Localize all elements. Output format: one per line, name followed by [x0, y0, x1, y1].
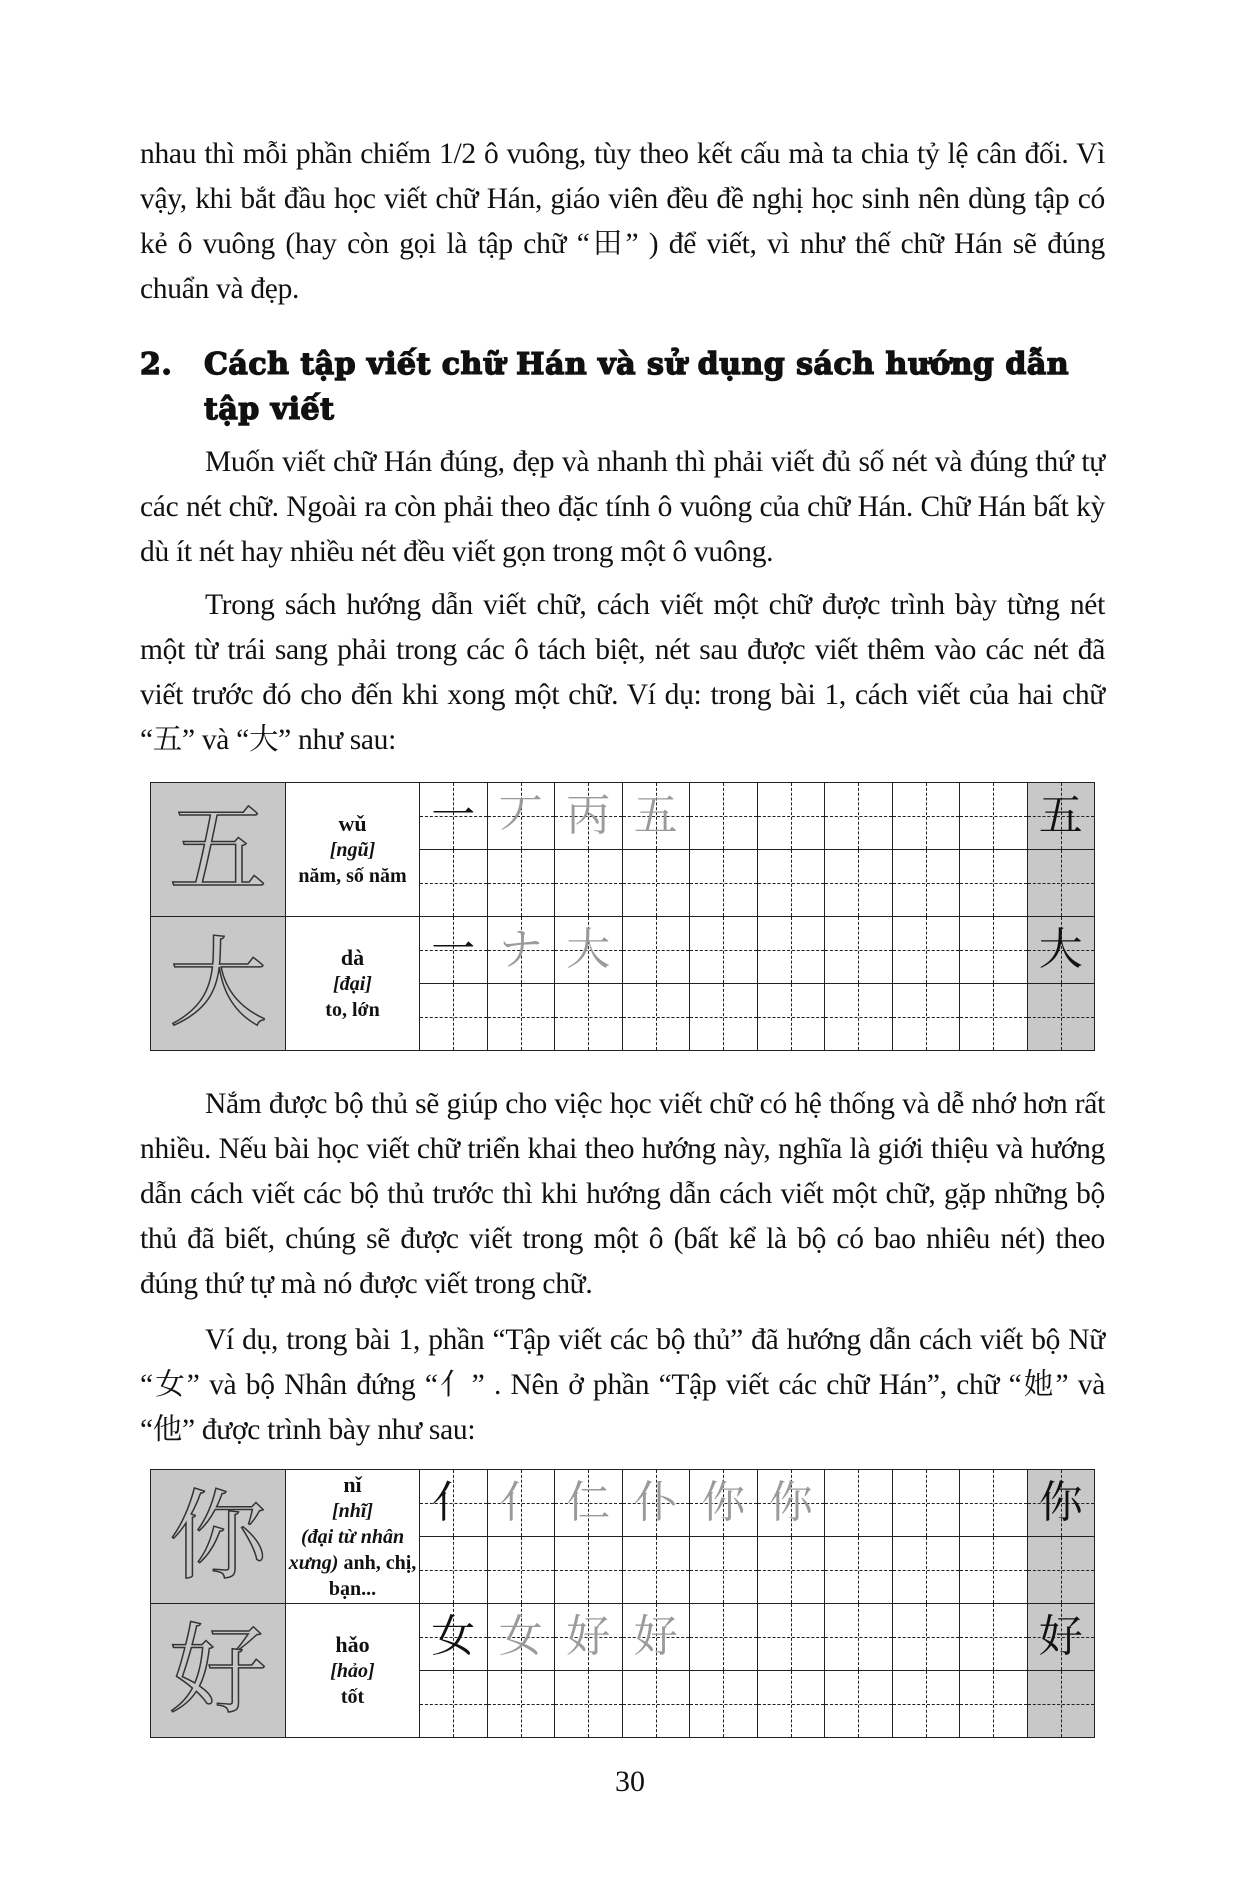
- practice-cell[interactable]: [555, 917, 623, 984]
- practice-cell[interactable]: [487, 850, 555, 917]
- stroke-step: 五: [633, 790, 678, 841]
- stroke-step: 亻: [431, 1477, 476, 1528]
- pinyin: hǎo: [335, 1631, 370, 1657]
- stroke-step: 亻: [498, 1477, 543, 1528]
- practice-cell[interactable]: [420, 984, 488, 1051]
- practice-cell[interactable]: [757, 1470, 825, 1537]
- practice-cell[interactable]: [825, 850, 893, 917]
- practice-cell[interactable]: [757, 984, 825, 1051]
- stroke-step: 你: [768, 1477, 813, 1528]
- practice-cell[interactable]: [622, 984, 690, 1051]
- practice-cell[interactable]: [1027, 917, 1095, 984]
- stroke-step: 仆: [633, 1477, 678, 1528]
- han-viet-reading: [ngũ]: [329, 838, 376, 861]
- practice-cell[interactable]: [825, 1604, 893, 1671]
- practice-cell[interactable]: [892, 1671, 960, 1738]
- practice-cell[interactable]: [1027, 850, 1095, 917]
- practice-cell[interactable]: [1027, 984, 1095, 1051]
- practice-cell[interactable]: [825, 984, 893, 1051]
- practice-cell[interactable]: [555, 1604, 623, 1671]
- practice-cell[interactable]: [960, 1537, 1028, 1604]
- practice-cell[interactable]: [1027, 783, 1095, 850]
- practice-cell[interactable]: [555, 1470, 623, 1537]
- outline-glyph: 大: [168, 926, 267, 1041]
- stroke-step: 一: [431, 924, 476, 975]
- outline-glyph: 你: [168, 1479, 267, 1594]
- paragraph-stroke-rules: Muốn viết chữ Hán đúng, đẹp và nhanh thì phải viết đủ số nét và đúng thứ tự các nét chữ. Ngoài ra còn phải theo đặc tính ô vuông của chữ Hán. Chữ Hán bất kỳ dù ít nét hay nhiều nét đều viết gọn trong một ô vuông.: [140, 446, 1105, 568]
- stroke-step: 女: [431, 1611, 476, 1662]
- stroke-step: 丆: [498, 790, 543, 841]
- practice-cell[interactable]: [420, 1537, 488, 1604]
- practice-cell[interactable]: [487, 1604, 555, 1671]
- final-character: 大: [1038, 924, 1083, 975]
- practice-cell[interactable]: [690, 1604, 758, 1671]
- stroke-step: 女: [498, 1611, 543, 1662]
- practice-cell[interactable]: [825, 1671, 893, 1738]
- practice-cell[interactable]: [892, 1604, 960, 1671]
- practice-cell[interactable]: [960, 1604, 1028, 1671]
- meaning: tốt: [340, 1685, 365, 1708]
- outline-glyph: 好: [168, 1613, 267, 1728]
- stroke-step: 好: [566, 1611, 611, 1662]
- practice-cell[interactable]: [825, 917, 893, 984]
- practice-cell[interactable]: [690, 1470, 758, 1537]
- practice-cell[interactable]: [420, 917, 488, 984]
- han-viet-reading: [hảo]: [330, 1659, 375, 1682]
- character-info: [286, 1470, 420, 1604]
- practice-cell[interactable]: [690, 850, 758, 917]
- outline-character: [151, 1604, 286, 1738]
- practice-cell[interactable]: [622, 917, 690, 984]
- practice-cell[interactable]: [825, 1470, 893, 1537]
- pinyin: wǔ: [338, 810, 367, 836]
- practice-cell[interactable]: [622, 1537, 690, 1604]
- section-heading: [140, 342, 1105, 432]
- practice-cell[interactable]: [1027, 1604, 1095, 1671]
- final-character: 好: [1038, 1611, 1083, 1662]
- practice-row: [151, 1604, 1095, 1671]
- practice-cell[interactable]: [555, 1537, 623, 1604]
- practice-cell[interactable]: [690, 1537, 758, 1604]
- character-info: [286, 917, 420, 1051]
- meaning-note: (đại từ nhân xưng): [288, 1525, 405, 1574]
- practice-cell[interactable]: [960, 783, 1028, 850]
- practice-cell[interactable]: [960, 1671, 1028, 1738]
- practice-cell[interactable]: [825, 1537, 893, 1604]
- practice-row: [151, 917, 1095, 984]
- practice-cell[interactable]: [555, 984, 623, 1051]
- meaning: năm, số năm: [298, 864, 407, 887]
- practice-cell[interactable]: [892, 1470, 960, 1537]
- practice-cell[interactable]: [757, 783, 825, 850]
- practice-cell[interactable]: [622, 1604, 690, 1671]
- practice-cell[interactable]: [1027, 1537, 1095, 1604]
- practice-cell[interactable]: [960, 850, 1028, 917]
- practice-cell[interactable]: [487, 1537, 555, 1604]
- paragraph-radicals: Nắm được bộ thủ sẽ giúp cho việc học viết chữ có hệ thống và dễ nhớ hơn rất nhiều. Nếu bài học viết chữ triển khai theo hướng này, nghĩa là giới thiệu và hướng dẫn cách viết các bộ thủ trước thì khi hướng dẫn cách viết một chữ, gặp những bộ thủ đã biết, chúng sẽ được viết trong một ô (bất kể là bộ có bao nhiêu nét) theo đúng thứ tự mà nó được viết trong chữ.: [140, 1088, 1105, 1300]
- practice-cell[interactable]: [622, 783, 690, 850]
- pinyin: nǐ: [343, 1471, 362, 1497]
- character-info: [286, 783, 420, 917]
- stroke-step: 好: [633, 1611, 678, 1662]
- practice-cell[interactable]: [622, 850, 690, 917]
- stroke-step: 丙: [566, 790, 611, 841]
- pinyin: dà: [340, 944, 365, 970]
- practice-cell[interactable]: [487, 1671, 555, 1738]
- stroke-step: 你: [701, 1477, 746, 1528]
- practice-cell[interactable]: [757, 1537, 825, 1604]
- stroke-step: 大: [566, 924, 611, 975]
- practice-cell[interactable]: [555, 1671, 623, 1738]
- section-title-line2: tập viết: [204, 392, 335, 427]
- practice-cell[interactable]: [960, 984, 1028, 1051]
- practice-cell[interactable]: [892, 783, 960, 850]
- practice-cell[interactable]: [420, 1470, 488, 1537]
- outline-character: [151, 917, 286, 1051]
- practice-cell[interactable]: [892, 850, 960, 917]
- outline-character: [151, 1470, 286, 1604]
- practice-cell[interactable]: [487, 917, 555, 984]
- practice-cell[interactable]: [757, 1604, 825, 1671]
- practice-cell[interactable]: [1027, 1671, 1095, 1738]
- practice-cell[interactable]: [892, 984, 960, 1051]
- practice-cell[interactable]: [825, 783, 893, 850]
- final-character: 五: [1038, 790, 1083, 841]
- page-number: 30: [615, 1765, 645, 1798]
- section-number: 2.: [140, 347, 173, 382]
- meaning-text: anh, chị, bạn...: [328, 1551, 417, 1600]
- practice-cell[interactable]: [690, 783, 758, 850]
- practice-cell[interactable]: [487, 984, 555, 1051]
- practice-cell[interactable]: [420, 1671, 488, 1738]
- character-info: [286, 1604, 420, 1738]
- stroke-step: 仁: [566, 1477, 611, 1528]
- practice-cell[interactable]: [420, 783, 488, 850]
- han-viet-reading: [nhĩ]: [331, 1499, 374, 1522]
- outline-glyph: 五: [168, 792, 267, 907]
- practice-cell[interactable]: [690, 984, 758, 1051]
- practice-cell[interactable]: [960, 1470, 1028, 1537]
- paragraph-example: Ví dụ, trong bài 1, phần “Tập viết các bộ thủ” đã hướng dẫn cách viết bộ Nữ “女” và bộ Nhân đứng “亻” . Nên ở phần “Tập viết các chữ Hán”, chữ “她” và “他” được trình bày như sau:: [140, 1324, 1105, 1446]
- practice-cell[interactable]: [555, 850, 623, 917]
- practice-cell[interactable]: [892, 1537, 960, 1604]
- practice-cell[interactable]: [757, 850, 825, 917]
- meaning: [286, 1524, 419, 1602]
- practice-row: [151, 1470, 1095, 1537]
- practice-cell[interactable]: [420, 850, 488, 917]
- practice-cell[interactable]: [757, 1671, 825, 1738]
- stroke-step: ナ: [498, 924, 543, 975]
- paragraph-intro-continuation: nhau thì mỗi phần chiếm 1/2 ô vuông, tùy theo kết cấu mà ta chia tỷ lệ cân đối. Vì vậy, khi bắt đầu học viết chữ Hán, giáo viên đều đề nghị học sinh nên dùng tập có kẻ ô vuông (hay còn gọi là tập chữ “田” ) để viết, vì như thế chữ Hán sẽ đúng chuẩn và đẹp.: [140, 138, 1105, 305]
- stroke-step: 一: [431, 790, 476, 841]
- practice-cell[interactable]: [487, 1470, 555, 1537]
- practice-cell[interactable]: [1027, 1470, 1095, 1537]
- practice-row: [151, 783, 1095, 850]
- writing-practice-table-2: [150, 1469, 1095, 1738]
- writing-practice-table-1: [150, 782, 1095, 1051]
- section-title-line1: Cách tập viết chữ Hán và sử dụng sách hướng dẫn: [204, 347, 1070, 382]
- paragraph-practice-book: Trong sách hướng dẫn viết chữ, cách viết một chữ được trình bày từng nét một từ trái sang phải trong các ô tách biệt, nét sau được viết thêm vào các nét đã viết trước đó cho đến khi xong một chữ. Ví dụ: trong bài 1, cách viết của hai chữ “五” và “大” như sau:: [140, 589, 1105, 756]
- practice-cell[interactable]: [690, 917, 758, 984]
- practice-cell[interactable]: [622, 1671, 690, 1738]
- practice-cell[interactable]: [622, 1470, 690, 1537]
- meaning: to, lớn: [325, 998, 380, 1021]
- han-viet-reading: [đại]: [333, 972, 372, 995]
- practice-cell[interactable]: [487, 783, 555, 850]
- practice-cell[interactable]: [690, 1671, 758, 1738]
- outline-character: [151, 783, 286, 917]
- practice-cell[interactable]: [420, 1604, 488, 1671]
- practice-cell[interactable]: [757, 917, 825, 984]
- final-character: 你: [1038, 1477, 1083, 1528]
- practice-cell[interactable]: [892, 917, 960, 984]
- practice-cell[interactable]: [555, 783, 623, 850]
- practice-cell[interactable]: [960, 917, 1028, 984]
